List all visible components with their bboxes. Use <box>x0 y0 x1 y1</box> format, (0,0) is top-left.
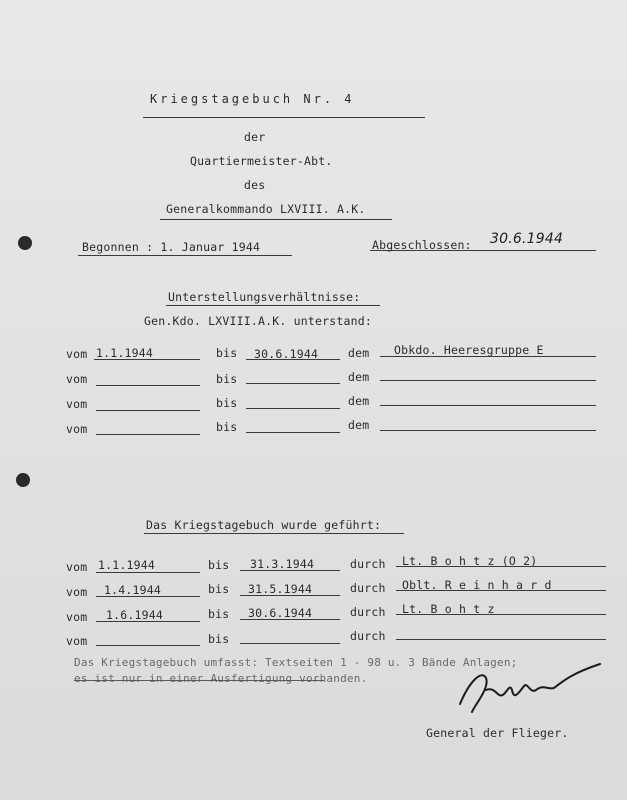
kept-by-heading-underline <box>144 533 404 534</box>
row-from-line <box>96 572 200 573</box>
subordination-subheading: Gen.Kdo. LXVIII.A.K. unterstand: <box>144 314 372 328</box>
row-bis-label: bis <box>216 396 238 410</box>
copies-note: es ist nur in einer Ausfertigung vorhanden. <box>74 672 368 685</box>
row-from-line <box>94 359 200 360</box>
row-bis-label: bis <box>216 372 238 386</box>
row-from-line <box>96 434 200 435</box>
row-to-line <box>246 432 340 433</box>
row-bis-label: bis <box>208 632 230 646</box>
row-to-line <box>240 643 340 644</box>
row-durch-label: durch <box>350 605 386 619</box>
row-vom-label: vom <box>66 560 88 574</box>
command-underline <box>160 219 392 220</box>
row-person-line <box>396 566 606 567</box>
subordination-heading: Unterstellungsverhältnisse: <box>168 290 361 304</box>
row-unit-line <box>380 405 596 406</box>
signature-title: General der Flieger. <box>426 726 569 740</box>
row-vom-label: vom <box>66 610 88 624</box>
row-to-date: 30.6.1944 <box>248 606 313 620</box>
row-to-line <box>246 408 340 409</box>
begun-underline <box>78 255 292 256</box>
row-dem-label: dem <box>348 346 370 360</box>
row-durch-label: durch <box>350 581 386 595</box>
row-unit-line <box>380 356 596 357</box>
row-from-date: 1.1.1944 <box>98 558 155 572</box>
row-unit-line <box>380 430 596 431</box>
row-vom-label: vom <box>66 372 88 386</box>
closed-label: Abgeschlossen: <box>372 238 472 252</box>
row-to-line <box>240 619 340 620</box>
kept-by-heading: Das Kriegstagebuch wurde geführt: <box>146 518 382 532</box>
punch-hole-bottom <box>16 473 30 487</box>
document-title: Kriegstagebuch Nr. 4 <box>150 92 355 106</box>
row-vom-label: vom <box>66 585 88 599</box>
row-to-line <box>246 383 340 384</box>
row-bis-label: bis <box>208 558 230 572</box>
unit-name: Quartiermeister-Abt. <box>190 154 333 168</box>
row-to-line <box>246 359 340 360</box>
row-from-line <box>96 410 200 411</box>
row-vom-label: vom <box>66 634 88 648</box>
subordination-heading-underline <box>166 305 380 306</box>
row-to-line <box>240 570 340 571</box>
row-unit: Obkdo. Heeresgruppe E <box>394 343 544 357</box>
row-to-date: 30.6.1944 <box>254 347 319 361</box>
punch-hole-top <box>18 236 32 250</box>
row-bis-label: bis <box>216 420 238 434</box>
row-person-line <box>396 614 606 615</box>
row-to-date: 31.3.1944 <box>250 557 315 571</box>
row-from-line <box>96 385 200 386</box>
begun-date: Begonnen : 1. Januar 1944 <box>82 240 261 254</box>
row-to-line <box>240 595 340 596</box>
row-vom-label: vom <box>66 422 88 436</box>
copies-strike <box>74 680 324 681</box>
command-name: Generalkommando LXVIII. A.K. <box>166 202 366 216</box>
row-bis-label: bis <box>208 582 230 596</box>
row-bis-label: bis <box>216 346 238 360</box>
row-from-date: 1.6.1944 <box>106 608 163 622</box>
closed-underline <box>370 250 596 251</box>
row-from-line <box>96 645 200 646</box>
line-der: der <box>244 130 266 144</box>
row-durch-label: durch <box>350 557 386 571</box>
row-bis-label: bis <box>208 607 230 621</box>
row-from-date: 1.4.1944 <box>104 583 161 597</box>
row-person-line <box>396 639 606 640</box>
row-from-line <box>96 596 200 597</box>
closed-date: 30.6.1944 <box>490 231 564 247</box>
signature-scrawl <box>452 660 612 720</box>
line-des: des <box>244 178 266 192</box>
row-from-line <box>96 621 200 622</box>
row-vom-label: vom <box>66 397 88 411</box>
title-underline <box>143 117 425 118</box>
row-durch-label: durch <box>350 629 386 643</box>
row-person: Lt. B o h t z <box>402 602 495 616</box>
row-person-line <box>396 590 606 591</box>
row-unit-line <box>380 380 596 381</box>
row-dem-label: dem <box>348 370 370 384</box>
row-to-date: 31.5.1944 <box>248 582 313 596</box>
row-dem-label: dem <box>348 394 370 408</box>
row-dem-label: dem <box>348 418 370 432</box>
row-person: Oblt. R e i n h a r d <box>402 578 552 592</box>
row-from-date: 1.1.1944 <box>96 346 153 360</box>
row-person: Lt. B o h t z (O 2) <box>402 554 538 568</box>
row-vom-label: vom <box>66 347 88 361</box>
scope-note: Das Kriegstagebuch umfasst: Textseiten 1 - 98 u. 3 Bände Anlagen; <box>74 656 518 669</box>
